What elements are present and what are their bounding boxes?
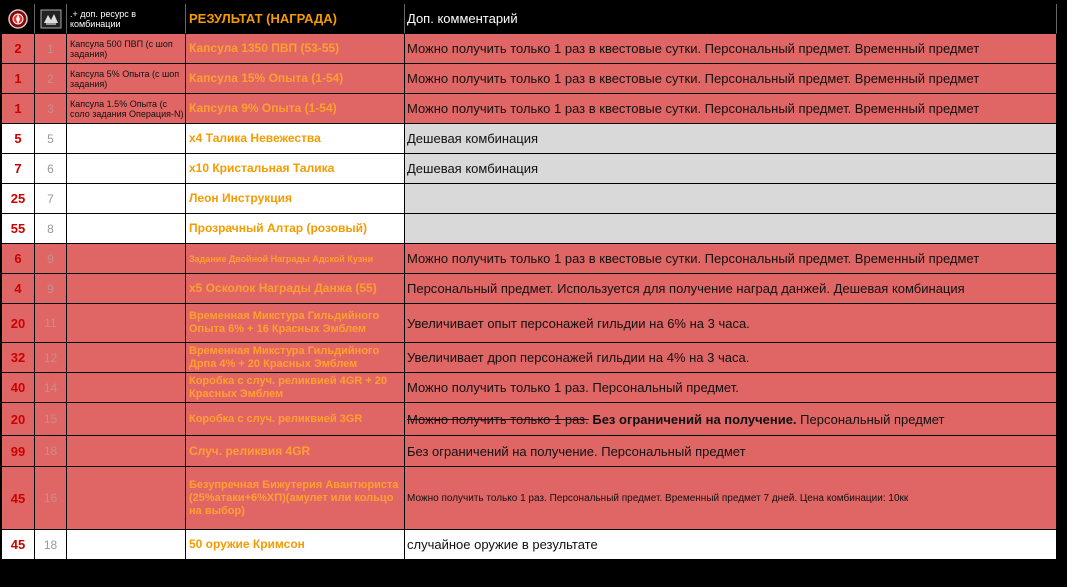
result-cell: Временная Микстура Гильдийного Опыта 6% + 16 Красных Эмблем	[186, 304, 405, 343]
table-row	[2, 467, 1057, 530]
header-extra-resource: .+ доп. ресурс в комбинации	[67, 4, 186, 34]
header-row	[2, 4, 1057, 34]
index-cell: 8	[35, 214, 67, 244]
comment-cell: Без ограничений на получение. Персональный предмет	[405, 436, 1057, 467]
result-cell: Задание Двойной Награды Адской Кузни	[186, 244, 405, 274]
table-row	[2, 34, 1057, 64]
index-cell: 9	[35, 274, 67, 304]
index-cell: 6	[35, 154, 67, 184]
table-row	[2, 530, 1057, 560]
result-cell: Капсула 9% Опыта (1-54)	[186, 94, 405, 124]
header-col-1	[2, 4, 35, 34]
index-cell: 7	[35, 184, 67, 214]
extra-resource-cell: Капсула 5% Опыта (с шоп задания)	[67, 64, 186, 94]
index-cell: 18	[35, 436, 67, 467]
cost-cell: 45	[2, 530, 35, 560]
extra-resource-cell: Капсула 500 ПВП (с шоп задания)	[67, 34, 186, 64]
table-row	[2, 403, 1057, 436]
seal-icon	[7, 8, 29, 30]
comment-cell: Персональный предмет. Используется для получение наград данжей. Дешевая комбинация	[405, 274, 1057, 304]
cost-cell: 2	[2, 34, 35, 64]
extra-resource-cell	[67, 467, 186, 530]
index-cell: 5	[35, 124, 67, 154]
comment-rest-text: Персональный предмет	[800, 411, 945, 427]
result-cell: Прозрачный Алтар (розовый)	[186, 214, 405, 244]
cost-cell: 6	[2, 244, 35, 274]
result-cell: Временная Микстура Гильдийного Дрпа 4% + 20 Красных Эмблем	[186, 343, 405, 373]
cost-cell: 1	[2, 94, 35, 124]
extra-resource-cell	[67, 403, 186, 436]
table-row	[2, 154, 1057, 184]
crest-icon	[40, 8, 62, 30]
index-cell: 14	[35, 373, 67, 403]
cost-cell: 20	[2, 304, 35, 343]
comment-cell: Можно получить только 1 раз в квестовые сутки. Персональный предмет. Временный предмет	[405, 64, 1057, 94]
comment-cell: Увеличивает дроп персонажей гильдии на 4% на 3 часа.	[405, 343, 1057, 373]
cost-cell: 4	[2, 274, 35, 304]
extra-resource-cell	[67, 373, 186, 403]
table-row	[2, 436, 1057, 467]
comment-cell	[405, 214, 1057, 244]
cost-cell: 7	[2, 154, 35, 184]
comment-cell	[405, 403, 1057, 436]
cost-cell: 20	[2, 403, 35, 436]
result-cell: Случ. реликвия 4GR	[186, 436, 405, 467]
comment-cell: Можно получить только 1 раз в квестовые сутки. Персональный предмет. Временный предмет	[405, 94, 1057, 124]
header-col-2	[35, 4, 67, 34]
cost-cell: 32	[2, 343, 35, 373]
table-row	[2, 304, 1057, 343]
table-row	[2, 244, 1057, 274]
extra-resource-cell	[67, 343, 186, 373]
comment-cell: Можно получить только 1 раз в квестовые сутки. Персональный предмет. Временный предмет	[405, 244, 1057, 274]
index-cell: 12	[35, 343, 67, 373]
result-cell: Капсула 15% Опыта (1-54)	[186, 64, 405, 94]
cost-cell: 45	[2, 467, 35, 530]
result-cell: Безупречная Бижутерия Авантюриста (25%атаки+6%ХП)(амулет или кольцо на выбор)	[186, 467, 405, 530]
extra-resource-cell	[67, 274, 186, 304]
index-cell: 18	[35, 530, 67, 560]
result-cell: Коробка с случ. реликвией 4GR + 20 Красных Эмблем	[186, 373, 405, 403]
extra-resource-cell	[67, 530, 186, 560]
table-row	[2, 124, 1057, 154]
table-row	[2, 214, 1057, 244]
extra-resource-cell	[67, 184, 186, 214]
table-row	[2, 343, 1057, 373]
table-row	[2, 274, 1057, 304]
comment-struck-text: Можно получить только 1 раз.	[407, 411, 589, 427]
extra-resource-cell: Капсула 1.5% Опыта (с соло задания Операция-N)	[67, 94, 186, 124]
index-cell: 3	[35, 94, 67, 124]
result-cell: x4 Талика Невежества	[186, 124, 405, 154]
comment-cell: случайное оружие в результате	[405, 530, 1057, 560]
extra-resource-cell	[67, 214, 186, 244]
table-row	[2, 94, 1057, 124]
index-cell: 9	[35, 244, 67, 274]
cost-cell: 40	[2, 373, 35, 403]
cost-cell: 1	[2, 64, 35, 94]
cost-cell: 99	[2, 436, 35, 467]
extra-resource-cell	[67, 304, 186, 343]
result-cell: x5 Осколок Награды Данжа (55)	[186, 274, 405, 304]
result-cell: Капсула 1350 ПВП (53-55)	[186, 34, 405, 64]
comment-cell: Дешевая комбинация	[405, 124, 1057, 154]
result-cell: x10 Кристальная Талика	[186, 154, 405, 184]
comment-cell: Можно получить только 1 раз. Персональный предмет.	[405, 373, 1057, 403]
extra-resource-cell	[67, 124, 186, 154]
extra-resource-cell	[67, 154, 186, 184]
table-row	[2, 373, 1057, 403]
extra-resource-cell	[67, 244, 186, 274]
index-cell: 15	[35, 403, 67, 436]
result-cell: 50 оружие Кримсон	[186, 530, 405, 560]
cost-cell: 25	[2, 184, 35, 214]
reward-table	[2, 4, 1057, 560]
index-cell: 11	[35, 304, 67, 343]
index-cell: 2	[35, 64, 67, 94]
cost-cell: 55	[2, 214, 35, 244]
comment-cell: Дешевая комбинация	[405, 154, 1057, 184]
header-comment: Доп. комментарий	[405, 4, 1057, 34]
comment-cell: Можно получить только 1 раз в квестовые сутки. Персональный предмет. Временный предмет	[405, 34, 1057, 64]
result-cell: Леон Инструкция	[186, 184, 405, 214]
table-row	[2, 64, 1057, 94]
cost-cell: 5	[2, 124, 35, 154]
index-cell: 1	[35, 34, 67, 64]
table-row	[2, 184, 1057, 214]
comment-cell: Можно получить только 1 раз. Персональный предмет. Временный предмет 7 дней. Цена комбинации: 10кк	[405, 467, 1057, 530]
comment-cell	[405, 184, 1057, 214]
comment-cell: Увеличивает опыт персонажей гильдии на 6% на 3 часа.	[405, 304, 1057, 343]
index-cell: 16	[35, 467, 67, 530]
header-result: РЕЗУЛЬТАТ (НАГРАДА)	[186, 4, 405, 34]
extra-resource-cell	[67, 436, 186, 467]
comment-bold-text: Без ограничений на получение.	[592, 411, 797, 427]
result-cell: Коробка с случ. реликвией 3GR	[186, 403, 405, 436]
